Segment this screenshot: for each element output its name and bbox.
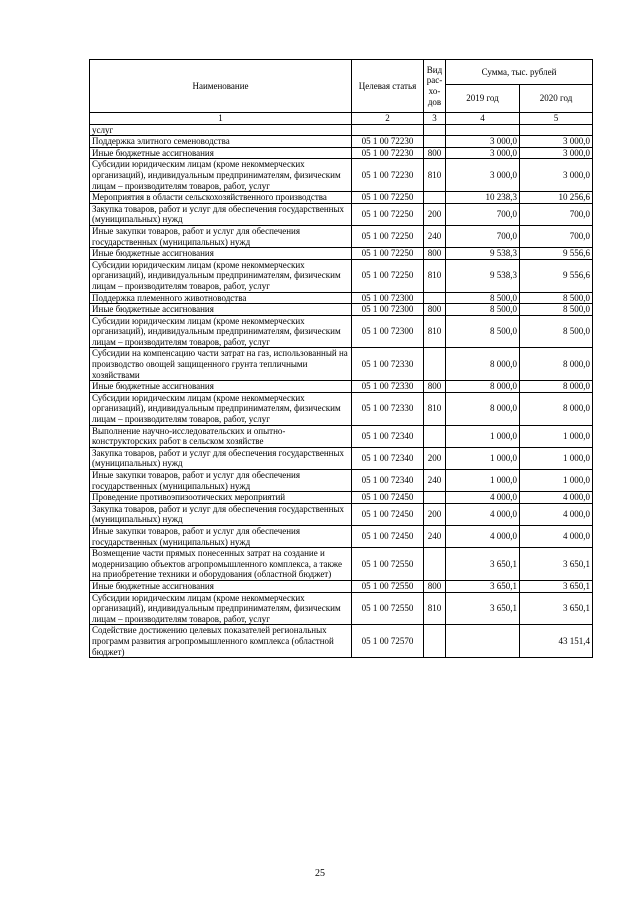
header-vid: Вид рас-хо-дов [424, 60, 446, 113]
table-row [90, 503, 593, 525]
row-name: Поддержка племенного животноводства [90, 292, 352, 304]
table-row [90, 147, 593, 159]
row-amount-2020: 4 000,0 [520, 492, 593, 504]
row-name: Субсидии на компенсацию части затрат на газ, использованный на производство овощей защищенного грунта тепличными хозяйствами [90, 348, 352, 381]
row-vid: 810 [424, 159, 446, 192]
row-amount-2019: 700,0 [446, 203, 520, 225]
row-code: 05 1 00 72550 [352, 592, 424, 625]
row-amount-2019: 1 000,0 [446, 447, 520, 469]
table-row [90, 248, 593, 260]
table-row [90, 159, 593, 192]
table-row [90, 192, 593, 204]
header-year-2020: 2020 год [520, 85, 593, 113]
row-name: Субсидии юридическим лицам (кроме некоммерческих организаций), индивидуальным предпринимателям, физическим лицам – производителям товаров, работ, услуг [90, 259, 352, 292]
column-number: 4 [446, 113, 520, 125]
row-amount-2019: 3 000,0 [446, 159, 520, 192]
table-row [90, 348, 593, 381]
row-vid [424, 292, 446, 304]
column-number: 1 [90, 113, 352, 125]
row-code: 05 1 00 72450 [352, 503, 424, 525]
table-row [90, 392, 593, 425]
row-amount-2020: 8 500,0 [520, 292, 593, 304]
row-vid: 800 [424, 304, 446, 316]
row-amount-2020: 8 500,0 [520, 315, 593, 348]
row-code: 05 1 00 72250 [352, 192, 424, 204]
header-sum: Сумма, тыс. рублей [446, 60, 593, 85]
table-row [90, 136, 593, 148]
row-name: Закупка товаров, работ и услуг для обеспечения государственных (муниципальных) нужд [90, 503, 352, 525]
row-amount-2019 [446, 124, 520, 136]
row-vid: 200 [424, 503, 446, 525]
row-name: Субсидии юридическим лицам (кроме некоммерческих организаций), индивидуальным предпринимателям, физическим лицам – производителям товаров, работ, услуг [90, 159, 352, 192]
row-amount-2020: 3 650,1 [520, 548, 593, 581]
row-vid: 800 [424, 580, 446, 592]
row-amount-2019: 8 500,0 [446, 304, 520, 316]
row-amount-2020: 8 000,0 [520, 348, 593, 381]
row-name: Субсидии юридическим лицам (кроме некоммерческих организаций), индивидуальным предпринимателям, физическим лицам – производителям товаров, работ, услуг [90, 315, 352, 348]
row-vid: 800 [424, 381, 446, 393]
row-name: Мероприятия в области сельскохозяйственного производства [90, 192, 352, 204]
row-vid [424, 348, 446, 381]
row-vid: 800 [424, 147, 446, 159]
table-row [90, 425, 593, 447]
row-name: услуг [90, 124, 352, 136]
row-vid: 240 [424, 525, 446, 547]
row-amount-2020: 8 500,0 [520, 304, 593, 316]
row-amount-2019: 9 538,3 [446, 248, 520, 260]
row-code: 05 1 00 72230 [352, 136, 424, 148]
row-amount-2019: 3 000,0 [446, 136, 520, 148]
row-amount-2019: 4 000,0 [446, 492, 520, 504]
row-amount-2020: 43 151,4 [520, 625, 593, 658]
row-name: Иные бюджетные ассигнования [90, 147, 352, 159]
row-amount-2019: 8 000,0 [446, 348, 520, 381]
row-amount-2020: 10 256,6 [520, 192, 593, 204]
row-amount-2020: 3 650,1 [520, 592, 593, 625]
row-amount-2019: 3 650,1 [446, 592, 520, 625]
column-number: 5 [520, 113, 593, 125]
table-row [90, 124, 593, 136]
row-name: Возмещение части прямых понесенных затрат на создание и модернизацию объектов агропромышленного комплекса, а также на приобретение техники и оборудования (областной бюджет) [90, 548, 352, 581]
row-amount-2020: 3 000,0 [520, 147, 593, 159]
row-name: Иные бюджетные ассигнования [90, 248, 352, 260]
row-vid: 200 [424, 447, 446, 469]
row-vid [424, 192, 446, 204]
row-vid: 810 [424, 592, 446, 625]
row-code: 05 1 00 72450 [352, 525, 424, 547]
row-name: Закупка товаров, работ и услуг для обеспечения государственных (муниципальных) нужд [90, 203, 352, 225]
row-amount-2019: 4 000,0 [446, 525, 520, 547]
table-row [90, 447, 593, 469]
row-amount-2020: 3 000,0 [520, 159, 593, 192]
row-amount-2019: 1 000,0 [446, 470, 520, 492]
table-row [90, 592, 593, 625]
row-name: Субсидии юридическим лицам (кроме некоммерческих организаций), индивидуальным предпринимателям, физическим лицам – производителям товаров, работ, услуг [90, 392, 352, 425]
row-amount-2019: 10 238,3 [446, 192, 520, 204]
column-number: 2 [352, 113, 424, 125]
row-amount-2020: 700,0 [520, 203, 593, 225]
table-row [90, 580, 593, 592]
row-code: 05 1 00 72340 [352, 425, 424, 447]
row-code: 05 1 00 72570 [352, 625, 424, 658]
row-vid: 810 [424, 259, 446, 292]
row-code: 05 1 00 72250 [352, 225, 424, 247]
row-code: 05 1 00 72330 [352, 348, 424, 381]
budget-sheet [89, 59, 592, 658]
row-name: Закупка товаров, работ и услуг для обеспечения государственных (муниципальных) нужд [90, 447, 352, 469]
table-row [90, 315, 593, 348]
budget-table [89, 59, 593, 658]
row-code: 05 1 00 72250 [352, 203, 424, 225]
row-amount-2020: 1 000,0 [520, 425, 593, 447]
row-vid [424, 548, 446, 581]
row-amount-2020: 8 000,0 [520, 392, 593, 425]
row-amount-2020: 3 650,1 [520, 580, 593, 592]
table-row [90, 548, 593, 581]
row-amount-2020: 700,0 [520, 225, 593, 247]
row-vid [424, 625, 446, 658]
table-row [90, 492, 593, 504]
table-row [90, 203, 593, 225]
row-amount-2019: 9 538,3 [446, 259, 520, 292]
row-name: Субсидии юридическим лицам (кроме некоммерческих организаций), индивидуальным предпринимателям, физическим лицам – производителям товаров, работ, услуг [90, 592, 352, 625]
row-name: Содействие достижению целевых показателей региональных программ развития агропромышленного комплекса (областной бюджет) [90, 625, 352, 658]
row-amount-2020: 8 000,0 [520, 381, 593, 393]
row-code: 05 1 00 72450 [352, 492, 424, 504]
row-name: Иные бюджетные ассигнования [90, 381, 352, 393]
row-name: Иные закупки товаров, работ и услуг для обеспечения государственных (муниципальных) нужд [90, 470, 352, 492]
budget-rows [90, 124, 593, 658]
column-number: 3 [424, 113, 446, 125]
page-number: 25 [315, 868, 325, 879]
row-code: 05 1 00 72300 [352, 292, 424, 304]
row-vid [424, 124, 446, 136]
row-code: 05 1 00 72550 [352, 580, 424, 592]
row-code: 05 1 00 72340 [352, 470, 424, 492]
column-number-row [90, 113, 593, 125]
table-row [90, 225, 593, 247]
row-amount-2020 [520, 124, 593, 136]
row-code: 05 1 00 72330 [352, 392, 424, 425]
row-vid: 240 [424, 470, 446, 492]
row-amount-2019: 700,0 [446, 225, 520, 247]
row-amount-2019: 3 000,0 [446, 147, 520, 159]
row-amount-2020: 9 556,6 [520, 248, 593, 260]
row-code [352, 124, 424, 136]
table-row [90, 259, 593, 292]
table-row [90, 525, 593, 547]
row-vid: 810 [424, 315, 446, 348]
header-name: Наименование [90, 60, 352, 113]
row-amount-2020: 1 000,0 [520, 447, 593, 469]
row-name: Иные бюджетные ассигнования [90, 304, 352, 316]
table-row [90, 381, 593, 393]
row-amount-2019: 4 000,0 [446, 503, 520, 525]
row-code: 05 1 00 72250 [352, 259, 424, 292]
row-amount-2019: 8 500,0 [446, 292, 520, 304]
row-amount-2019: 1 000,0 [446, 425, 520, 447]
row-code: 05 1 00 72550 [352, 548, 424, 581]
row-code: 05 1 00 72300 [352, 315, 424, 348]
row-name: Иные закупки товаров, работ и услуг для обеспечения государственных (муниципальных) нужд [90, 225, 352, 247]
row-code: 05 1 00 72340 [352, 447, 424, 469]
row-name: Выполнение научно-исследовательских и опытно-конструкторских работ в сельском хозяйстве [90, 425, 352, 447]
row-vid: 240 [424, 225, 446, 247]
row-name: Проведение противоэпизоотических мероприятий [90, 492, 352, 504]
row-amount-2019: 8 500,0 [446, 315, 520, 348]
row-code: 05 1 00 72230 [352, 147, 424, 159]
row-amount-2019: 8 000,0 [446, 392, 520, 425]
row-name: Поддержка элитного семеноводства [90, 136, 352, 148]
row-amount-2019: 3 650,1 [446, 548, 520, 581]
row-vid: 800 [424, 248, 446, 260]
row-vid [424, 492, 446, 504]
row-vid [424, 425, 446, 447]
row-amount-2020: 3 000,0 [520, 136, 593, 148]
row-code: 05 1 00 72300 [352, 304, 424, 316]
row-code: 05 1 00 72250 [352, 248, 424, 260]
row-code: 05 1 00 72230 [352, 159, 424, 192]
table-row [90, 470, 593, 492]
row-amount-2020: 9 556,6 [520, 259, 593, 292]
header-code: Целевая статья [352, 60, 424, 113]
row-name: Иные закупки товаров, работ и услуг для обеспечения государственных (муниципальных) нужд [90, 525, 352, 547]
row-amount-2020: 4 000,0 [520, 503, 593, 525]
table-row [90, 625, 593, 658]
row-amount-2020: 4 000,0 [520, 525, 593, 547]
header-year-2019: 2019 год [446, 85, 520, 113]
row-vid: 810 [424, 392, 446, 425]
row-code: 05 1 00 72330 [352, 381, 424, 393]
row-name: Иные бюджетные ассигнования [90, 580, 352, 592]
row-vid: 200 [424, 203, 446, 225]
row-amount-2019: 3 650,1 [446, 580, 520, 592]
table-row [90, 292, 593, 304]
row-amount-2020: 1 000,0 [520, 470, 593, 492]
row-vid [424, 136, 446, 148]
row-amount-2019 [446, 625, 520, 658]
row-amount-2019: 8 000,0 [446, 381, 520, 393]
table-row [90, 304, 593, 316]
